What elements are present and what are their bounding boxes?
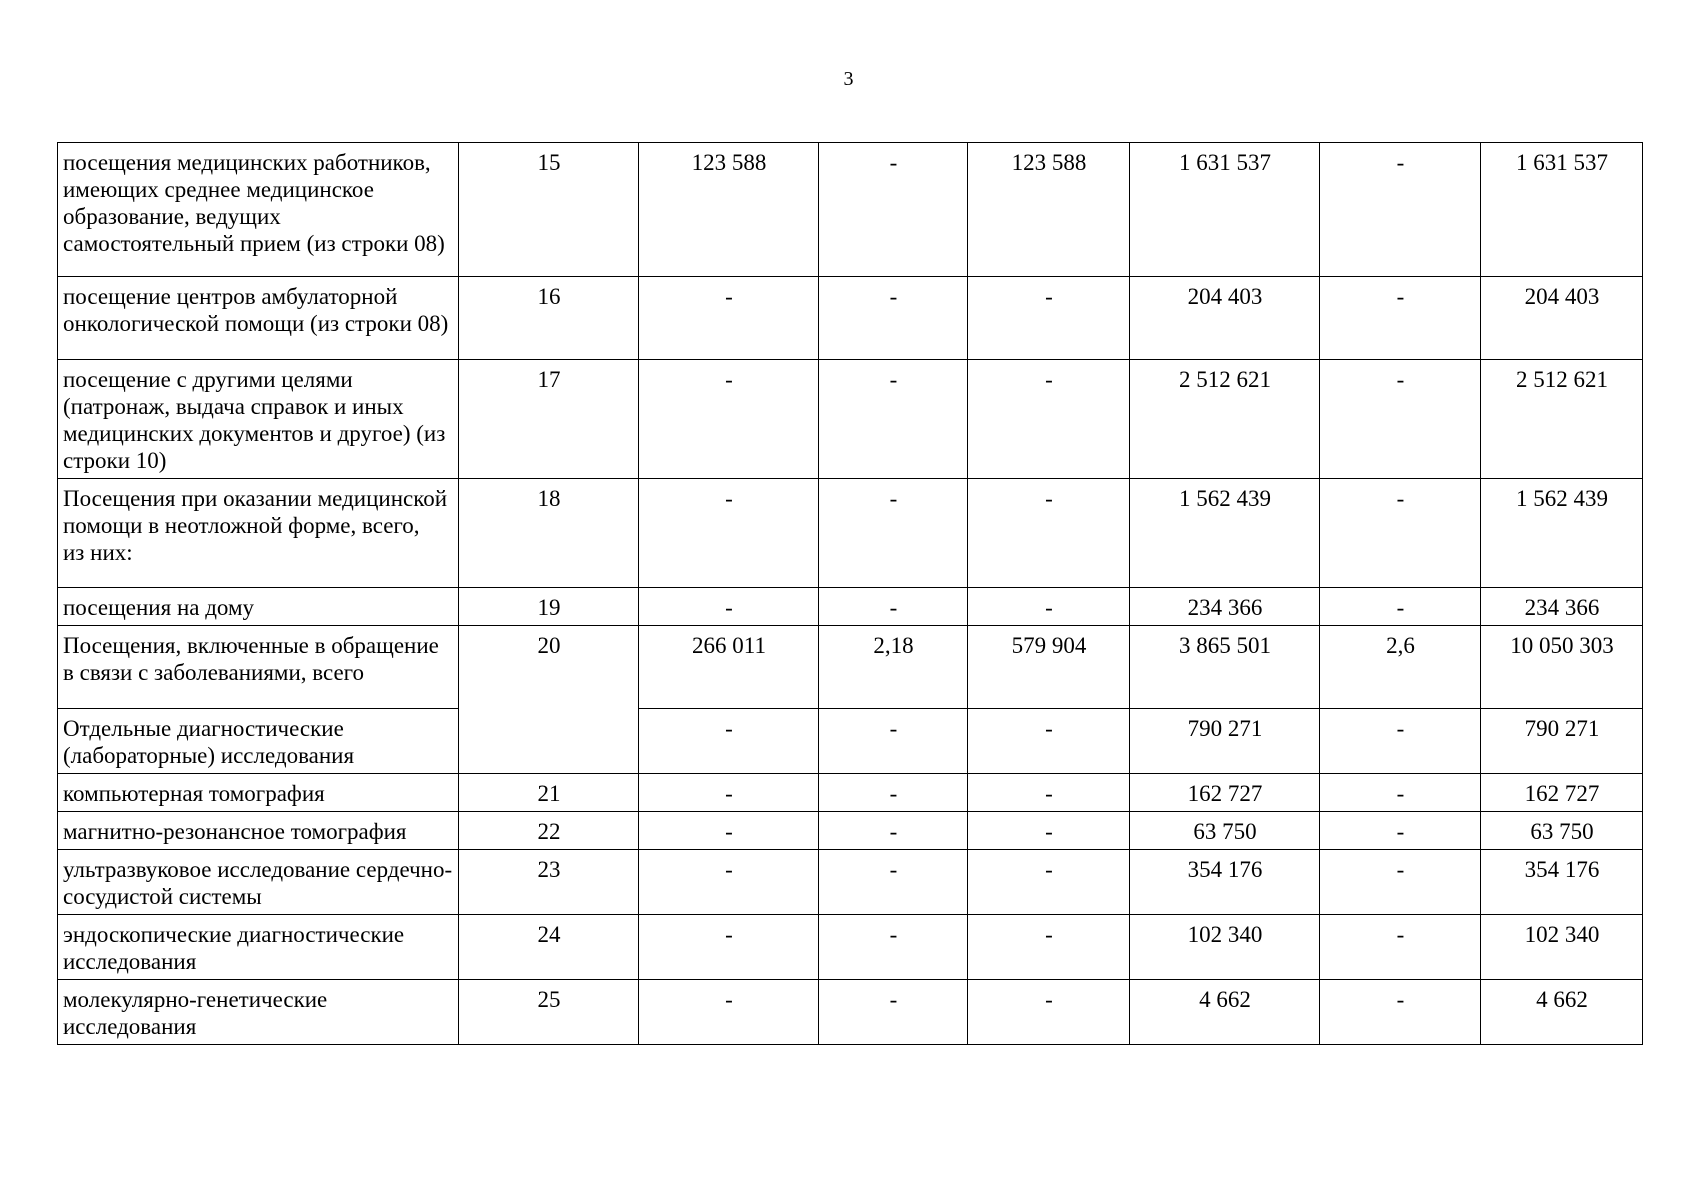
row-label: магнитно-резонансное томография bbox=[58, 812, 459, 850]
row-label: ультразвуковое исследование сердечно-сосудистой системы bbox=[58, 850, 459, 915]
page-number: 3 bbox=[843, 68, 854, 90]
cell-value: - bbox=[819, 143, 968, 277]
table-row bbox=[58, 360, 1643, 479]
cell-value: - bbox=[819, 774, 968, 812]
cell-value: 204 403 bbox=[1130, 277, 1320, 360]
table-row bbox=[58, 277, 1643, 360]
cell-value: 102 340 bbox=[1130, 915, 1320, 980]
cell-value: - bbox=[968, 774, 1130, 812]
cell-value: - bbox=[968, 360, 1130, 479]
cell-value: 354 176 bbox=[1481, 850, 1643, 915]
cell-value: 790 271 bbox=[1130, 709, 1320, 774]
cell-value: 1 562 439 bbox=[1130, 479, 1320, 588]
cell-value: - bbox=[968, 980, 1130, 1045]
row-label: посещения на дому bbox=[58, 588, 459, 626]
cell-value: 2,6 bbox=[1320, 626, 1481, 709]
cell-value: - bbox=[819, 479, 968, 588]
table-row bbox=[58, 479, 1643, 588]
row-label: посещение с другими целями (патронаж, выдача справок и иных медицинских документов и другое) (из строки 10) bbox=[58, 360, 459, 479]
row-code: 19 bbox=[459, 588, 639, 626]
cell-value: 1 631 537 bbox=[1481, 143, 1643, 277]
cell-value: - bbox=[1320, 915, 1481, 980]
cell-value: - bbox=[819, 850, 968, 915]
cell-value: 123 588 bbox=[968, 143, 1130, 277]
cell-value: - bbox=[1320, 709, 1481, 774]
cell-value: 63 750 bbox=[1130, 812, 1320, 850]
cell-value: - bbox=[1320, 143, 1481, 277]
row-code: 23 bbox=[459, 850, 639, 915]
cell-value: 790 271 bbox=[1481, 709, 1643, 774]
cell-value: 354 176 bbox=[1130, 850, 1320, 915]
cell-value: 2 512 621 bbox=[1130, 360, 1320, 479]
cell-value: 162 727 bbox=[1481, 774, 1643, 812]
cell-value: 4 662 bbox=[1130, 980, 1320, 1045]
cell-value: 162 727 bbox=[1130, 774, 1320, 812]
cell-value: 204 403 bbox=[1481, 277, 1643, 360]
cell-value: - bbox=[1320, 277, 1481, 360]
cell-value: - bbox=[819, 709, 968, 774]
cell-value: 102 340 bbox=[1481, 915, 1643, 980]
cell-value: 234 366 bbox=[1130, 588, 1320, 626]
table-row bbox=[58, 812, 1643, 850]
cell-value: - bbox=[819, 980, 968, 1045]
cell-value: - bbox=[1320, 479, 1481, 588]
cell-value: 1 631 537 bbox=[1130, 143, 1320, 277]
statistics-table bbox=[57, 142, 1643, 1045]
cell-value: - bbox=[968, 850, 1130, 915]
cell-value: - bbox=[639, 980, 819, 1045]
row-code: 25 bbox=[459, 980, 639, 1045]
row-code: 16 bbox=[459, 277, 639, 360]
row-label: Отдельные диагностические (лабораторные) исследования bbox=[58, 709, 459, 774]
cell-value: - bbox=[819, 588, 968, 626]
cell-value: - bbox=[639, 709, 819, 774]
row-code: 20 bbox=[459, 626, 639, 774]
cell-value: - bbox=[968, 277, 1130, 360]
cell-value: 579 904 bbox=[968, 626, 1130, 709]
table-row bbox=[58, 588, 1643, 626]
cell-value: 4 662 bbox=[1481, 980, 1643, 1045]
cell-value: - bbox=[639, 277, 819, 360]
cell-value: - bbox=[1320, 850, 1481, 915]
cell-value: - bbox=[639, 774, 819, 812]
row-label: посещение центров амбулаторной онкологической помощи (из строки 08) bbox=[58, 277, 459, 360]
cell-value: - bbox=[819, 360, 968, 479]
cell-value: 1 562 439 bbox=[1481, 479, 1643, 588]
row-label-line: Посещения при оказании медицинской помощи в неотложной форме, всего, bbox=[63, 486, 448, 538]
row-code: 21 bbox=[459, 774, 639, 812]
cell-value: - bbox=[819, 277, 968, 360]
cell-value: - bbox=[1320, 588, 1481, 626]
cell-value: - bbox=[639, 360, 819, 479]
cell-value: 123 588 bbox=[639, 143, 819, 277]
cell-value: - bbox=[968, 479, 1130, 588]
cell-value: - bbox=[1320, 812, 1481, 850]
row-code: 22 bbox=[459, 812, 639, 850]
cell-value: 3 865 501 bbox=[1130, 626, 1320, 709]
cell-value: 63 750 bbox=[1481, 812, 1643, 850]
cell-value: - bbox=[639, 850, 819, 915]
row-code: 24 bbox=[459, 915, 639, 980]
row-code: 17 bbox=[459, 360, 639, 479]
cell-value: - bbox=[968, 588, 1130, 626]
cell-value: - bbox=[639, 915, 819, 980]
row-label: эндоскопические диагностические исследования bbox=[58, 915, 459, 980]
table-row bbox=[58, 915, 1643, 980]
table-row bbox=[58, 774, 1643, 812]
cell-value: - bbox=[639, 479, 819, 588]
table-row bbox=[58, 626, 1643, 709]
table-row bbox=[58, 709, 1643, 774]
cell-value: - bbox=[1320, 360, 1481, 479]
row-label bbox=[58, 479, 459, 588]
cell-value: 10 050 303 bbox=[1481, 626, 1643, 709]
table-row bbox=[58, 143, 1643, 277]
cell-value: 266 011 bbox=[639, 626, 819, 709]
row-code: 15 bbox=[459, 143, 639, 277]
row-label: молекулярно-генетические исследования bbox=[58, 980, 459, 1045]
cell-value: - bbox=[639, 588, 819, 626]
cell-value: 2,18 bbox=[819, 626, 968, 709]
cell-value: - bbox=[968, 709, 1130, 774]
table-row bbox=[58, 850, 1643, 915]
cell-value: - bbox=[639, 812, 819, 850]
row-label: Посещения, включенные в обращение в связи с заболеваниями, всего bbox=[58, 626, 459, 709]
row-label: компьютерная томография bbox=[58, 774, 459, 812]
cell-value: 234 366 bbox=[1481, 588, 1643, 626]
cell-value: - bbox=[1320, 980, 1481, 1045]
row-label-line: из них: bbox=[63, 540, 133, 565]
row-code: 18 bbox=[459, 479, 639, 588]
cell-value: 2 512 621 bbox=[1481, 360, 1643, 479]
cell-value: - bbox=[819, 812, 968, 850]
cell-value: - bbox=[968, 915, 1130, 980]
cell-value: - bbox=[1320, 774, 1481, 812]
cell-value: - bbox=[968, 812, 1130, 850]
row-label: посещения медицинских работников, имеющих среднее медицинское образование, ведущих самостоятельный прием (из строки 08) bbox=[58, 143, 459, 277]
cell-value: - bbox=[819, 915, 968, 980]
table-row bbox=[58, 980, 1643, 1045]
